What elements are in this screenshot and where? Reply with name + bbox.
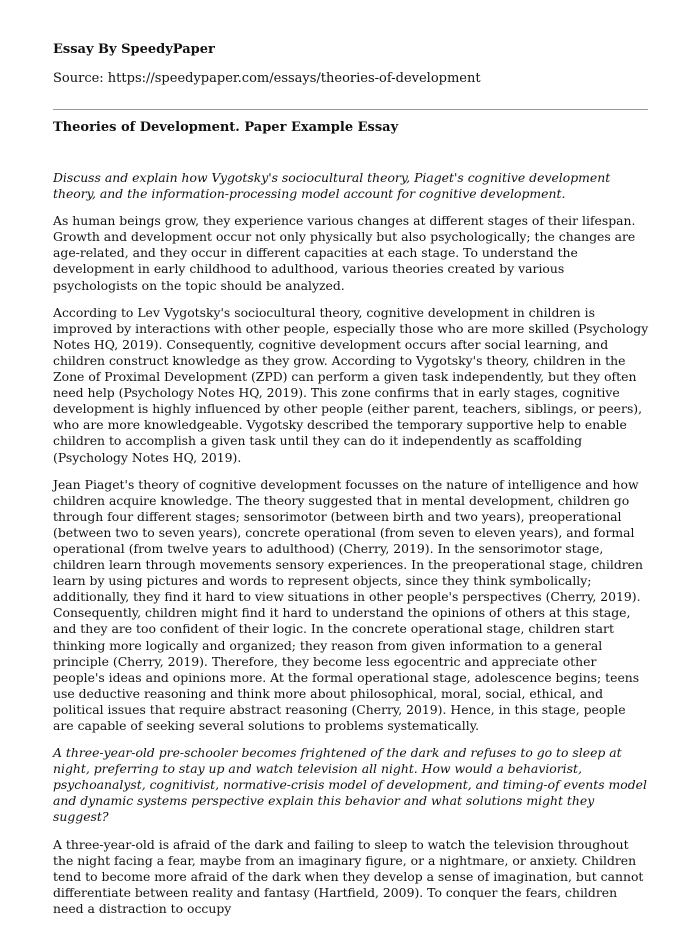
essay-title: Theories of Development. Paper Example Essay	[53, 120, 399, 135]
brand-heading: Essay By SpeedyPaper	[53, 42, 215, 57]
body-paragraph: According to Lev Vygotsky's sociocultural theory, cognitive development in children is improved by interactions with other people, especially those who are more skilled (Psychology Notes HQ, 2019). Consequently, cognitive development occurs after social learning, and children construct knowledge as they grow. According to Vygotsky's theory, children in the Zone of Proximal Development (ZPD) can perform a given task independently, but they often need help (Psychology Notes HQ, 2019). This zone confirms that in early stages, cognitive development is highly influenced by other people (either parent, teachers, siblings, or peers), who are more knowledgeable. Vygotsky described the temporary supportive help to enable children to accomplish a given task until they can do it independently as scaffolding (Psychology Notes HQ, 2019).	[53, 304, 649, 465]
essay-body	[53, 170, 649, 928]
header-divider	[53, 109, 648, 110]
body-paragraph: As human beings grow, they experience various changes at different stages of their lifespan. Growth and development occur not only physically but also psychologically; the changes are age-related, and they occur in different capacities at each stage. To understand the development in early childhood to adulthood, various theories created by various psychologists on the topic should be analyzed.	[53, 213, 636, 293]
source-line: Source: https://speedypaper.com/essays/theories-of-development	[53, 71, 481, 86]
question-paragraph: A three-year-old pre-schooler becomes frightened of the dark and refuses to go to sleep at night, preferring to stay up and watch television all night. How would a behaviorist, psychoanalyst, cognitivist, normative-crisis model of development, and timing-of events model and dynamic systems perspective explain this behavior and what solutions might they suggest?	[53, 745, 647, 825]
body-paragraph: A three-year-old is afraid of the dark and failing to sleep to watch the television throughout the night facing a fear, maybe from an imaginary figure, or a nightmare, or anxiety. Children tend to become more afraid of the dark when they develop a sense of imagination, but cannot differentiate between reality and fantasy (Hartfield, 2009). To conquer the fears, children need a distraction to occupy	[53, 836, 644, 916]
body-paragraph: Jean Piaget's theory of cognitive development focusses on the nature of intelligence and how children acquire knowledge. The theory suggested that in mental development, children go through four different stages; sensorimotor (between birth and two years), preoperational (between two to seven years), concrete operational (from seven to eleven years), and formal operational (from twelve years to adulthood) (Cherry, 2019). In the sensorimotor stage, children learn through movements sensory experiences. In the preoperational stage, children learn by using pictures and words to represent objects, since they think symbolically; additionally, they find it hard to view situations in other people's perspectives (Cherry, 2019). Consequently, children might find it hard to understand the opinions of others at this stage, and they are too confident of their logic. In the concrete operational stage, children start thinking more logically and organized; they reason from given information to a general principle (Cherry, 2019). Therefore, they become less egocentric and appreciate other people's ideas and opinions more. At the formal operational stage, adolescence begins; teens use deductive reasoning and think more about philosophical, moral, social, ethical, and political issues that require abstract reasoning (Cherry, 2019). Hence, in this stage, people are capable of seeking several solutions to problems systematically.	[53, 476, 643, 733]
question-paragraph: Discuss and explain how Vygotsky's sociocultural theory, Piaget's cognitive development theory, and the information-processing model account for cognitive development.	[53, 170, 611, 202]
